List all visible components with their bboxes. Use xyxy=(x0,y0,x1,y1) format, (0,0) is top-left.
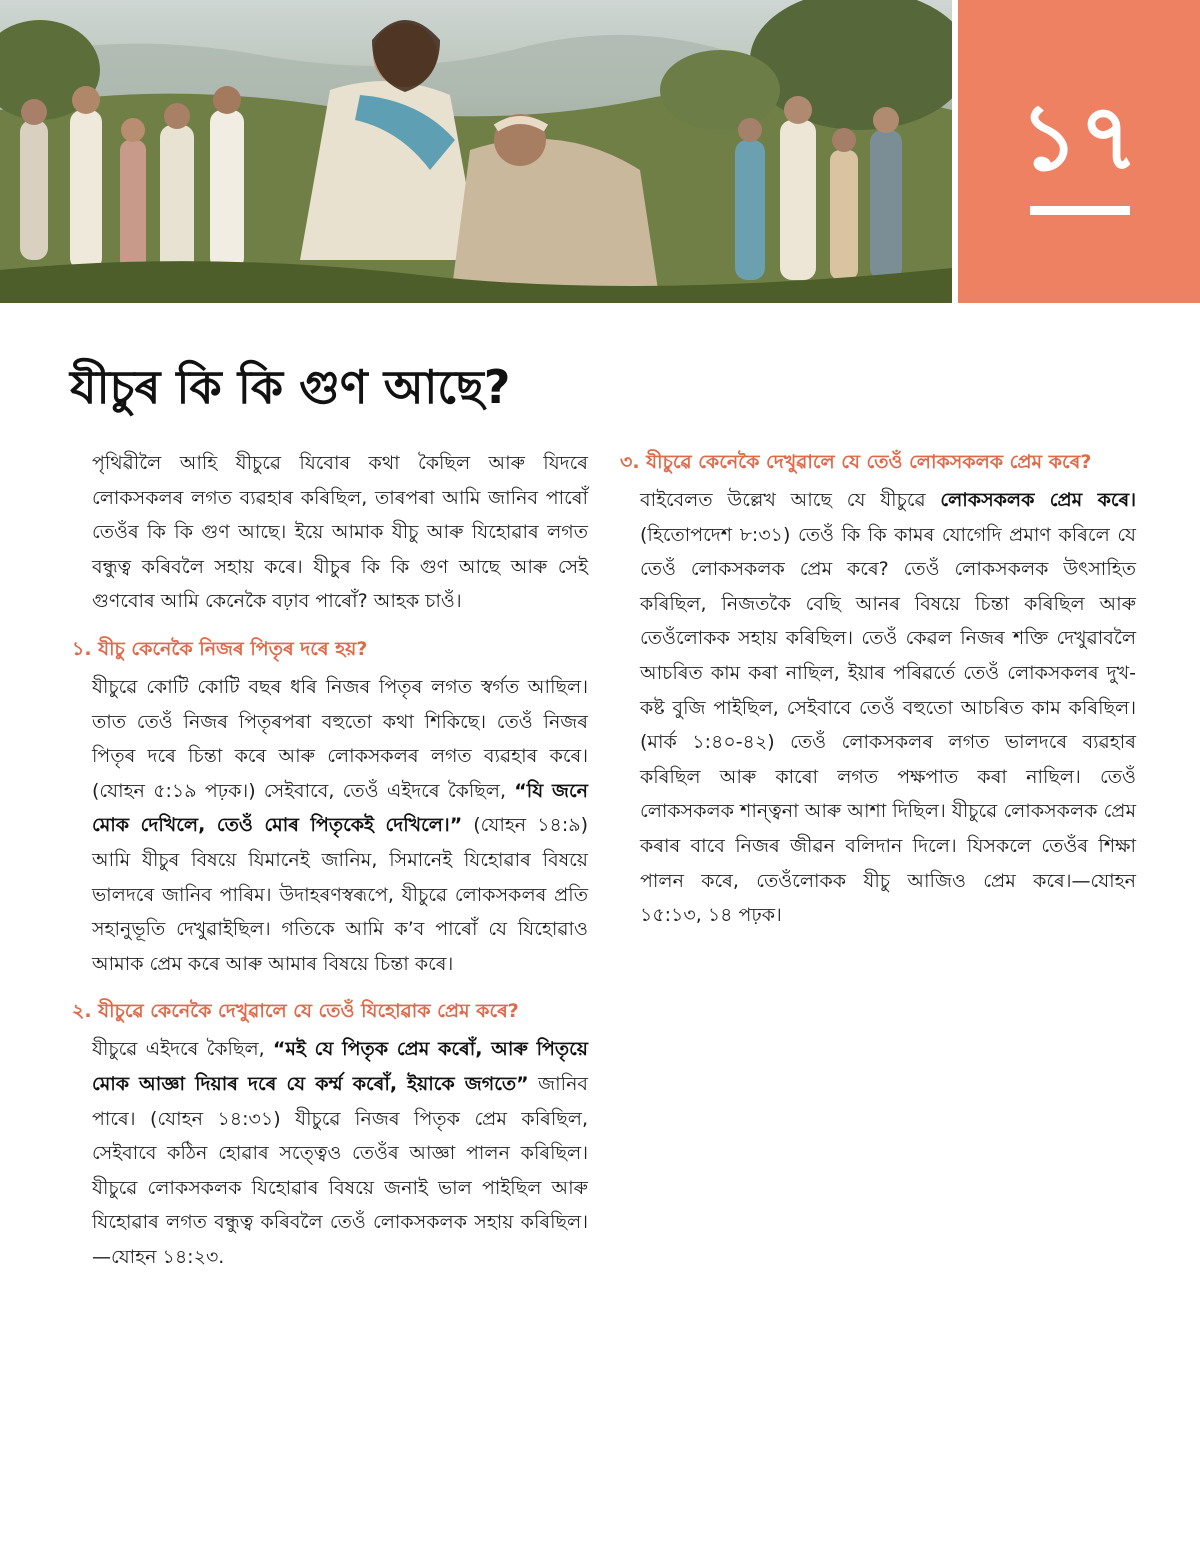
question-3-bold-phrase: লোকসকলক প্ৰেম কৰে। xyxy=(940,489,1136,511)
question-1-heading: ১. যীচু কেনেকৈ নিজৰ পিতৃৰ দৰে হয়? xyxy=(72,637,368,660)
chapter-badge xyxy=(958,0,1200,303)
hero-illustration xyxy=(0,0,952,303)
question-3-text-b: (হিতোপদেশ ৮:৩১) তেওঁ কি কি কামৰ যোগেদি প্ৰমাণ কৰিলে যে তেওঁ লোকসকলক প্ৰেম কৰে? তেওঁ লোকসকলক উৎসাহিত কৰিছিল, নিজতকৈ বেছি আনৰ বিষয়ে চিন্তা কৰিছিল আৰু তেওঁলোকক সহায় কৰিছিল। তেওঁ কেৱল নিজৰ শক্তি দেখুৱাবলৈ আচৰিত কাম কৰা নাছিল, ইয়াৰ পৰিৱৰ্তে তেওঁ লোকসকলৰ দুখ-কষ্ট বুজি পাইছিল, সেইবাবে তেওঁ বহুতো আচৰিত কাম কৰিছিল। (মাৰ্ক ১:৪০-৪২) তেওঁ লোকসকলৰ লগত ভালদৰে ব্যৱহাৰ কৰিছিল আৰু কাৰো লগত পক্ষপাত কৰা নাছিল। তেওঁ লোকসকলক শান্ত্বনা আৰু আশা দিছিল। যীচুৱে লোকসকলক প্ৰেম কৰাৰ বাবে নিজৰ জীৱন বলিদান দিলে। যিসকলে তেওঁৰ শিক্ষা পালন কৰে, তেওঁলোকক যীচু আজিও প্ৰেম কৰে।—যোহন ১৫:১৩, ১৪ পঢ়ক। xyxy=(640,523,1136,927)
chapter-underline xyxy=(1030,206,1130,215)
question-1-paragraph xyxy=(72,670,588,981)
intro-paragraph: পৃথিৱীলৈ আহি যীচুৱে যিবোৰ কথা কৈছিল আৰু যিদৰে লোকসকলৰ লগত ব্যৱহাৰ কৰিছিল, তাৰপৰা আমি জানিব পাৰোঁ তেওঁৰ কি কি গুণ আছে। ইয়ে আমাক যীচু আৰু যিহোৱাৰ লগত বন্ধুত্ব কৰিবলৈ সহায় কৰে। যীচুৰ কি কি গুণ আছে আৰু সেই গুণবোৰ আমি কেনেকৈ বঢ়াব পাৰোঁ? আহক চাওঁ। xyxy=(92,452,588,613)
left-column xyxy=(72,446,588,1274)
chapter-number: ১৭ xyxy=(1019,84,1139,191)
question-2-text-a: যীচুৱে এইদৰে কৈছিল, xyxy=(92,1038,273,1061)
question-2-heading: ২. যীচুৱে কেনেকৈ দেখুৱালে যে তেওঁ যিহোৱাক প্ৰেম কৰে? xyxy=(72,1000,519,1023)
question-2-paragraph xyxy=(72,1032,588,1274)
hero-scene xyxy=(0,0,952,303)
question-1-text-b: (যোহন ১৪:৯) আমি যীচুৰ বিষয়ে যিমানেই জানিম, সিমানেই যিহোৱাৰ বিষয়ে ভালদৰে জানিব পাৰিম। উদাহৰণস্বৰূপে, যীচুৱে লোকসকলৰ প্ৰতি সহানুভূতি দেখুৱাইছিল। গতিকে আমি ক’ব পাৰোঁ যে যিহোৱাও আমাক প্ৰেম কৰে আৰু আমাৰ বিষয়ে চিন্তা কৰে। xyxy=(92,814,588,975)
question-3-text-a: বাইবেলত উল্লেখ আছে যে যীচুৱে xyxy=(640,489,941,511)
lesson-title: যীচুৰ কি কি গুণ আছে? xyxy=(70,360,511,414)
question-2-text-b: জানিব পাৰে। (যোহন ১৪:৩১) যীচুৱে নিজৰ পিতৃক প্ৰেম কৰিছিল, সেইবাবে কঠিন হোৱাৰ সত্ত্বেও তেওঁৰ আজ্ঞা পালন কৰিছিল। যীচুৱে লোকসকলক যিহোৱাৰ বিষয়ে জনাই ভাল পাইছিল আৰু যিহোৱাৰ লগত বন্ধুত্ব কৰিবলৈ তেওঁ লোকসকলক সহায় কৰিছিল।—যোহন ১৪:২৩. xyxy=(92,1072,588,1268)
question-1-scripture-quote: “যি জনে মোক দেখিলে, তেওঁ মোৰ পিতৃকেই দেখিলে।” xyxy=(92,779,588,837)
question-2-scripture-quote: “মই যে পিতৃক প্ৰেম কৰোঁ, আৰু পিতৃয়ে মোক আজ্ঞা দিয়াৰ দৰে যে কৰ্ম্ম কৰোঁ, ইয়াকে জগতে” xyxy=(92,1038,589,1095)
question-1-text-a: যীচুৱে কোটি কোটি বছৰ ধৰি নিজৰ পিতৃৰ লগত স্বৰ্গত আছিল। তাত তেওঁ নিজৰ পিতৃৰপৰা বহুতো কথা শিকিছে। তেওঁ নিজৰ পিতৃৰ দৰে চিন্তা কৰে আৰু লোকসকলৰ লগত ব্যৱহাৰ কৰে। (যোহন ৫:১৯ পঢ়ক।) সেইবাবে, তেওঁ এইদৰে কৈছিল, xyxy=(92,675,588,802)
question-3-heading: ৩. যীচুৱে কেনেকৈ দেখুৱালে যে তেওঁ লোকসকলক প্ৰেম কৰে? xyxy=(620,451,1092,473)
right-column xyxy=(620,446,1136,933)
question-3-paragraph xyxy=(620,483,1136,933)
